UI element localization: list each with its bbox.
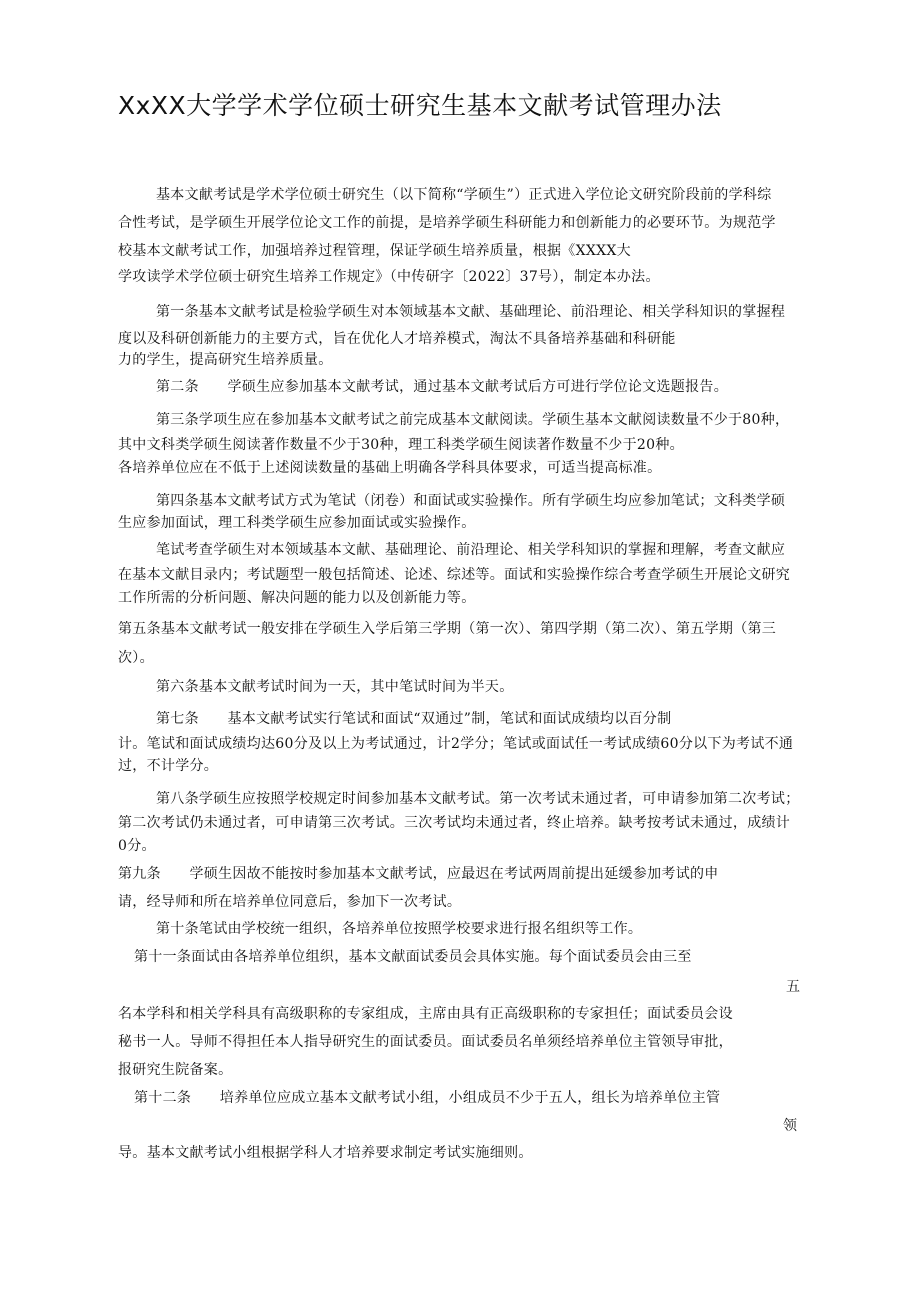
paragraph-line: 校基本文献考试工作，加强培养过程管理，保证学硕生培养质量，根据《XXXX大: [118, 243, 631, 259]
paragraph-line: 学攻读学术学位硕士研究生培养工作规定》（中传研字〔2022〕37号），制定本办法。: [118, 269, 660, 285]
paragraph-line: 第九条 学硕生因故不能按时参加基本文献考试，应最迟在考试两周前提出延缓参加考试的申: [118, 866, 719, 882]
paragraph-line: 次）。: [118, 650, 154, 666]
paragraph-line: 第十一条面试由各培养单位组织，基本文献面试委员会具体实施。每个面试委员会由三至: [134, 949, 692, 965]
paragraph-line: 力的学生，提高研究生培养质量。: [118, 352, 333, 368]
paragraph-line: 各培养单位应在不低于上述阅读数量的基础上明确各学科具体要求，可适当提高标准。: [118, 460, 662, 476]
paragraph-line: 基本文献考试是学术学位硕士研究生（以下简称“学硕生”）正式进入学位论文研究阶段前的学科综: [156, 187, 772, 203]
paragraph-line: 秘书一人。导师不得担任本人指导研究生的面试委员。面试委员名单须经培养单位主管领导审批，: [118, 1034, 733, 1050]
paragraph-line: 第二次考试仍未通过者，可申请第三次考试。三次考试均未通过者，终止培养。缺考按考试未通过，成绩计: [118, 815, 791, 831]
paragraph-line: 第四条基本文献考试方式为笔试（闭卷）和面试或实验操作。所有学硕生均应参加笔试；文科类学硕: [156, 493, 786, 509]
paragraph-line: 第六条基本文献考试时间为一天，其中笔试时间为半天。: [156, 679, 514, 695]
paragraph-line: 第十二条 培养单位应成立基本文献考试小组，小组成员不少于五人，组长为培养单位主管: [134, 1090, 721, 1106]
paragraph-line: 第二条 学硕生应参加基本文献考试，通过基本文献考试后方可进行学位论文选题报告。: [156, 379, 728, 395]
paragraph-line: 0分。: [118, 838, 156, 854]
paragraph-line: 第三条学项生应在参加基本文献考试之前完成基本文献阅读。学硕生基本文献阅读数量不少于80种，: [156, 412, 790, 428]
paragraph-line: 报研究生院备案。: [118, 1062, 233, 1078]
paragraph-line: 工作所需的分析问题、解决问题的能力以及创新能力等。: [118, 590, 476, 606]
paragraph-line: 在基本文献目录内；考试题型一般包括简述、论述、综述等。面试和实验操作综合考查学硕生开展论文研究: [118, 567, 791, 583]
paragraph-line: 笔试考查学硕生对本领域基本文献、基础理论、前沿理论、相关学科知识的掌握和理解，考查文献应: [156, 542, 786, 558]
paragraph-line: 其中文科类学硕生阅读著作数量不少于30种，理工科类学硕生阅读著作数量不少于20种。: [118, 437, 684, 453]
paragraph-line: 第八条学硕生应按照学校规定时间参加基本文献考试。第一次考试未通过者，可申请参加第二次考试；: [156, 791, 800, 807]
paragraph-line: 第十条笔试由学校统一组织，各培养单位按照学校要求进行报名组织等工作。: [156, 921, 643, 937]
paragraph-line: 合性考试，是学硕生开展学位论文工作的前提，是培养学硕生科研能力和创新能力的必要环节。为规范学: [118, 215, 776, 231]
paragraph-line: 第七条 基本文献考试实行笔试和面试“双通过”制，笔试和面试成绩均以百分制: [156, 711, 672, 727]
paragraph-line: 名本学科和相关学科具有高级职称的专家组成，主席由具有正高级职称的专家担任；面试委员会设: [118, 1006, 733, 1022]
paragraph-line: 五: [786, 979, 801, 995]
paragraph-line: 生应参加面试，理工科类学硕生应参加面试或实验操作。: [118, 515, 476, 531]
paragraph-line: 领: [783, 1118, 798, 1134]
paragraph-line: 请，经导师和所在培养单位同意后，参加下一次考试。: [118, 894, 462, 910]
paragraph-line: 计。笔试和面试成绩均达60分及以上为考试通过，计2学分；笔试或面试任一考试成绩60分以下为考试不通: [118, 736, 794, 752]
paragraph-line: 第五条基本文献考试一般安排在学硕生入学后第三学期（第一次）、第四学期（第二次）、第五学期（第三: [118, 621, 777, 637]
paragraph-line: 导。基本文献考试小组根据学科人才培养要求制定考试实施细则。: [118, 1145, 533, 1161]
paragraph-line: 过，不计学分。: [118, 758, 219, 774]
page-title: XxXX大学学术学位硕士研究生基本文献考试管理办法: [118, 91, 722, 120]
paragraph-line: 度以及科研创新能力的主要方式，旨在优化人才培养模式，淘汰不具备培养基础和科研能: [118, 331, 676, 347]
paragraph-line: 第一条基本文献考试是检验学硕生对本领域基本文献、基础理论、前沿理论、相关学科知识的掌握程: [156, 304, 786, 320]
